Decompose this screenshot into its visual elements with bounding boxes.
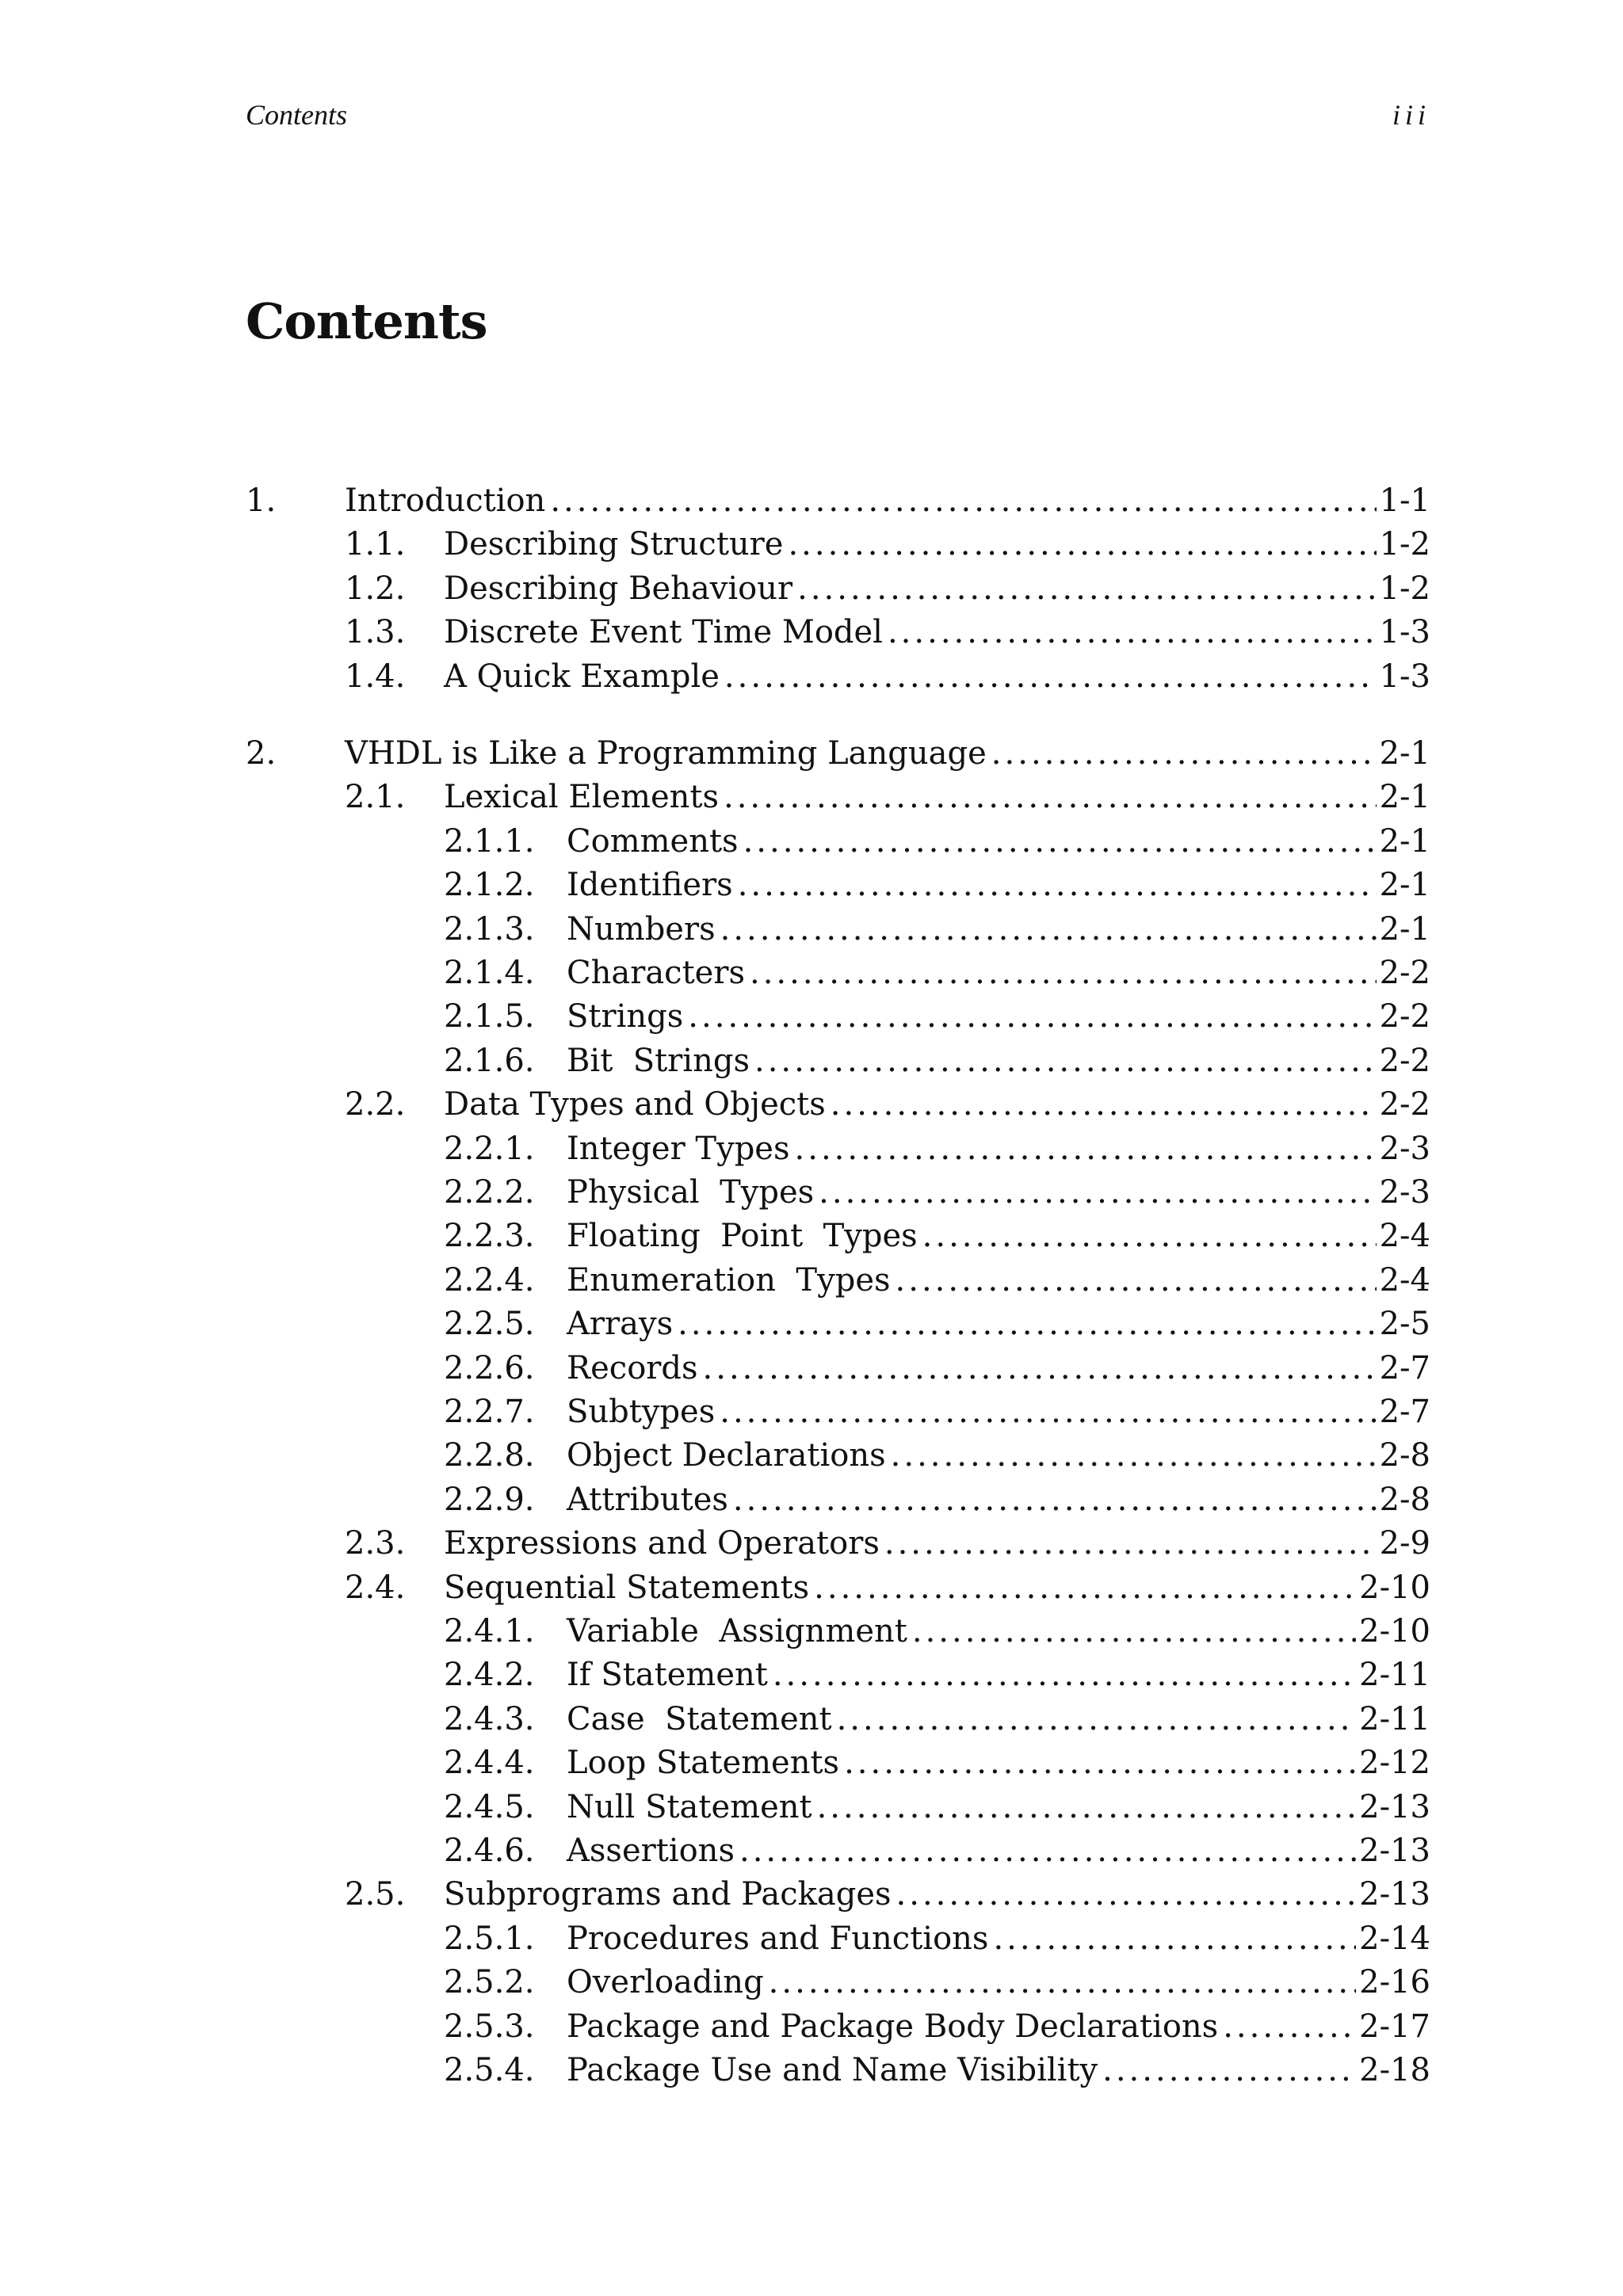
toc-entry-number: 2.2.7.: [444, 1394, 535, 1430]
toc-entry[interactable]: [444, 2004, 1430, 2049]
toc-entry-page: 2-3: [1377, 1170, 1430, 1215]
toc-entry-page: 1-3: [1377, 610, 1430, 654]
toc-entry[interactable]: [444, 1258, 1430, 1302]
toc-entry-title: Integer Types: [567, 1127, 795, 1171]
toc-entry-number: 1.2.: [345, 570, 406, 607]
toc-entry-page: 2-13: [1356, 1872, 1430, 1917]
toc-entry-number: 2.1.3.: [444, 911, 535, 948]
dot-leader: [788, 522, 1376, 566]
toc-entry-title: A Quick Example: [444, 654, 724, 699]
toc-entry-number: 2.4.4.: [444, 1745, 535, 1781]
toc-entry[interactable]: [246, 479, 1430, 523]
toc-entry[interactable]: [444, 1917, 1430, 1961]
toc-entry-page: 2-16: [1356, 1960, 1430, 2004]
toc-entry-page: 1-3: [1377, 654, 1430, 699]
dot-leader: [817, 1785, 1357, 1829]
toc-entry[interactable]: [345, 654, 1430, 699]
dot-leader: [724, 775, 1377, 819]
toc-entry[interactable]: [444, 1214, 1430, 1258]
toc-entry[interactable]: [444, 1609, 1430, 1653]
dot-leader: [750, 951, 1377, 995]
toc-entry-number: 2.2.9.: [444, 1482, 535, 1518]
toc-entry-number: 2.1.2.: [444, 867, 535, 903]
toc-entry-page: 2-7: [1377, 1346, 1430, 1390]
toc-entry-title: Floating Point Types: [567, 1214, 922, 1258]
toc-entry[interactable]: [345, 1082, 1430, 1127]
toc-entry-number: 2.3.: [345, 1525, 406, 1562]
toc-entry-title: Lexical Elements: [444, 775, 724, 819]
toc-entry-number: 2.1.1.: [444, 823, 535, 860]
dot-leader: [720, 1390, 1376, 1434]
toc-entry[interactable]: [444, 951, 1430, 995]
toc-entry[interactable]: [444, 1653, 1430, 1697]
toc-entry-number: 2.5.4.: [444, 2052, 535, 2088]
toc-entry-title: Loop Statements: [567, 1741, 844, 1785]
toc-entry-number: 1.: [246, 482, 277, 519]
toc-entry-title: Discrete Event Time Model: [444, 610, 888, 654]
toc-entry-title: Case Statement: [567, 1697, 837, 1741]
dot-leader: [769, 1960, 1356, 2004]
toc-entry-title: VHDL is Like a Programming Language: [345, 731, 991, 776]
toc-entry-page: 2-12: [1356, 1741, 1430, 1785]
toc-entry-title: Describing Structure: [444, 522, 788, 566]
toc-entry-title: If Statement: [567, 1653, 773, 1697]
toc-entry-title: Assertions: [567, 1829, 739, 1873]
toc-entry-page: 2-2: [1377, 994, 1430, 1039]
toc-entry[interactable]: [246, 731, 1430, 776]
toc-entry-number: 2.2.5.: [444, 1306, 535, 1342]
toc-entry-title: Numbers: [567, 907, 720, 952]
toc-entry-number: 2.5.2.: [444, 1964, 535, 2000]
toc-entry[interactable]: [345, 1521, 1430, 1566]
toc-entry-number: 2.: [246, 735, 277, 772]
toc-entry[interactable]: [444, 819, 1430, 864]
toc-entry[interactable]: [444, 1829, 1430, 1873]
dot-leader: [738, 863, 1377, 907]
toc-entry-title: Object Declarations: [567, 1433, 891, 1478]
toc-entry[interactable]: [444, 863, 1430, 907]
toc-entry-number: 1.1.: [345, 526, 406, 563]
toc-entry-number: 2.2.: [345, 1086, 406, 1123]
toc-entry-number: 1.4.: [345, 658, 406, 695]
toc-entry-number: 2.1.4.: [444, 955, 535, 991]
page-number: iii: [1392, 99, 1430, 131]
toc-entry-page: 2-2: [1377, 1082, 1430, 1127]
toc-entry[interactable]: [444, 1039, 1430, 1083]
toc-entry-title: Strings: [567, 994, 688, 1039]
toc-entry-title: Characters: [567, 951, 750, 995]
toc-entry-page: 2-1: [1377, 863, 1430, 907]
toc-entry[interactable]: [444, 1346, 1430, 1390]
toc-entry-page: 2-13: [1356, 1829, 1430, 1873]
dot-leader: [773, 1653, 1356, 1697]
toc-entry-number: 2.2.4.: [444, 1262, 535, 1299]
dot-leader: [1102, 2048, 1356, 2092]
toc-entry[interactable]: [345, 1566, 1430, 1610]
toc-entry-page: 2-2: [1377, 1039, 1430, 1083]
toc-entry[interactable]: [444, 1127, 1430, 1171]
toc-entry[interactable]: [345, 610, 1430, 654]
toc-entry[interactable]: [345, 566, 1430, 611]
dot-leader: [831, 1082, 1377, 1127]
toc-entry-page: 2-10: [1356, 1566, 1430, 1610]
toc-entry-title: Attributes: [567, 1478, 733, 1522]
toc-entry-number: 2.4.1.: [444, 1613, 535, 1650]
toc-entry[interactable]: [444, 1478, 1430, 1522]
dot-leader: [844, 1741, 1356, 1785]
toc-entry-number: 2.2.2.: [444, 1174, 535, 1211]
toc-entry[interactable]: [345, 1872, 1430, 1917]
dot-leader: [754, 1039, 1377, 1083]
toc-entry-page: 2-4: [1377, 1214, 1430, 1258]
dot-leader: [837, 1697, 1357, 1741]
toc-entry-page: 2-1: [1377, 731, 1430, 776]
dot-leader: [888, 610, 1377, 654]
toc-entry-title: Expressions and Operators: [444, 1521, 884, 1566]
toc-entry-title: Sequential Statements: [444, 1566, 814, 1610]
toc-entry-page: 2-1: [1377, 907, 1430, 952]
toc-entry-title: Subtypes: [567, 1390, 720, 1434]
toc-entry-page: 2-8: [1377, 1433, 1430, 1478]
dot-leader: [743, 819, 1377, 864]
toc-entry-number: 2.4.6.: [444, 1833, 535, 1869]
page-title: Contents: [246, 292, 487, 350]
dot-leader: [896, 1258, 1377, 1302]
dot-leader: [550, 479, 1376, 523]
dot-leader: [795, 1127, 1377, 1171]
toc-entry[interactable]: [444, 907, 1430, 952]
toc-entry-number: 2.5.: [345, 1876, 406, 1913]
dot-leader: [912, 1609, 1356, 1653]
toc-entry-page: 2-4: [1377, 1258, 1430, 1302]
toc-entry-number: 2.1.: [345, 779, 406, 815]
toc-entry-page: 1-2: [1377, 566, 1430, 611]
toc-entry[interactable]: [345, 522, 1430, 566]
toc-entry-page: 2-14: [1356, 1917, 1430, 1961]
dot-leader: [891, 1433, 1377, 1478]
dot-leader: [819, 1170, 1376, 1215]
dot-leader: [896, 1872, 1357, 1917]
toc-entry-page: 2-3: [1377, 1127, 1430, 1171]
toc-entry-title: Package and Package Body Declarations: [567, 2004, 1223, 2049]
toc-entry-title: Variable Assignment: [567, 1609, 912, 1653]
dot-leader: [884, 1521, 1377, 1566]
running-head-section: Contents: [246, 99, 348, 131]
toc-entry-page: 2-2: [1377, 951, 1430, 995]
toc-entry-page: 2-9: [1377, 1521, 1430, 1566]
toc-entry[interactable]: [444, 1170, 1430, 1215]
toc-entry-number: 2.4.2.: [444, 1657, 535, 1693]
toc-entry[interactable]: [444, 1697, 1430, 1741]
toc-entry-title: Records: [567, 1346, 703, 1390]
toc-entry-page: 1-1: [1377, 479, 1430, 523]
toc-entry-number: 2.2.6.: [444, 1350, 535, 1386]
toc-entry-page: 2-11: [1356, 1697, 1430, 1741]
dot-leader: [922, 1214, 1377, 1258]
dot-leader: [724, 654, 1377, 699]
toc-entry-title: Package Use and Name Visibility: [567, 2048, 1102, 2092]
toc-entry-page: 2-10: [1356, 1609, 1430, 1653]
dot-leader: [678, 1302, 1376, 1346]
dot-leader: [1223, 2004, 1356, 2049]
dot-leader: [797, 566, 1376, 611]
toc-entry-page: 2-17: [1356, 2004, 1430, 2049]
toc-entry[interactable]: [444, 1302, 1430, 1346]
toc-entry[interactable]: [345, 775, 1430, 819]
toc-entry-page: 2-13: [1356, 1785, 1430, 1829]
toc-entry-number: 2.5.1.: [444, 1920, 535, 1957]
toc-entry-title: Comments: [567, 819, 743, 864]
dot-leader: [991, 731, 1377, 776]
toc-entry-number: 2.1.5.: [444, 998, 535, 1035]
toc-entry-page: 2-18: [1356, 2048, 1430, 2092]
dot-leader: [814, 1566, 1356, 1610]
toc-entry-title: Identifiers: [567, 863, 738, 907]
toc-entry[interactable]: [444, 994, 1430, 1039]
dot-leader: [733, 1478, 1377, 1522]
toc-entry[interactable]: [444, 1785, 1430, 1829]
toc-entry-number: 2.2.3.: [444, 1218, 535, 1254]
dot-leader: [993, 1917, 1356, 1961]
toc-entry-title: Bit Strings: [567, 1039, 754, 1083]
dot-leader: [703, 1346, 1377, 1390]
toc-entry-page: 2-8: [1377, 1478, 1430, 1522]
toc-entry-page: 2-11: [1356, 1653, 1430, 1697]
toc-entry-number: 2.2.8.: [444, 1437, 535, 1474]
toc-entry-title: Enumeration Types: [567, 1258, 896, 1302]
toc-entry-title: Procedures and Functions: [567, 1917, 993, 1961]
dot-leader: [739, 1829, 1356, 1873]
toc-entry-title: Data Types and Objects: [444, 1082, 831, 1127]
toc-entry[interactable]: [444, 1390, 1430, 1434]
toc-entry[interactable]: [444, 1741, 1430, 1785]
toc-entry-number: 2.4.5.: [444, 1789, 535, 1825]
toc-entry-title: Introduction: [345, 479, 550, 523]
toc-entry-page: 2-5: [1377, 1302, 1430, 1346]
toc-entry-title: Overloading: [567, 1960, 769, 2004]
toc-entry-title: Arrays: [567, 1302, 678, 1346]
toc-entry-number: 2.1.6.: [444, 1043, 535, 1079]
toc-entry-number: 2.4.3.: [444, 1701, 535, 1737]
toc-entry-number: 2.2.1.: [444, 1131, 535, 1167]
dot-leader: [720, 907, 1377, 952]
dot-leader: [688, 994, 1376, 1039]
toc-entry[interactable]: [444, 1960, 1430, 2004]
toc-entry-title: Null Statement: [567, 1785, 817, 1829]
toc-entry-page: 2-7: [1377, 1390, 1430, 1434]
toc-entry[interactable]: [444, 2048, 1430, 2092]
toc-entry-page: 2-1: [1377, 819, 1430, 864]
toc-entry-number: 1.3.: [345, 614, 406, 650]
toc-entry-title: Physical Types: [567, 1170, 819, 1215]
toc-entry[interactable]: [444, 1433, 1430, 1478]
toc-entry-title: Describing Behaviour: [444, 566, 797, 611]
toc-entry-page: 2-1: [1377, 775, 1430, 819]
toc-entry-number: 2.4.: [345, 1569, 406, 1606]
toc-entry-title: Subprograms and Packages: [444, 1872, 896, 1917]
toc-entry-number: 2.5.3.: [444, 2008, 535, 2045]
toc-entry-page: 1-2: [1377, 522, 1430, 566]
